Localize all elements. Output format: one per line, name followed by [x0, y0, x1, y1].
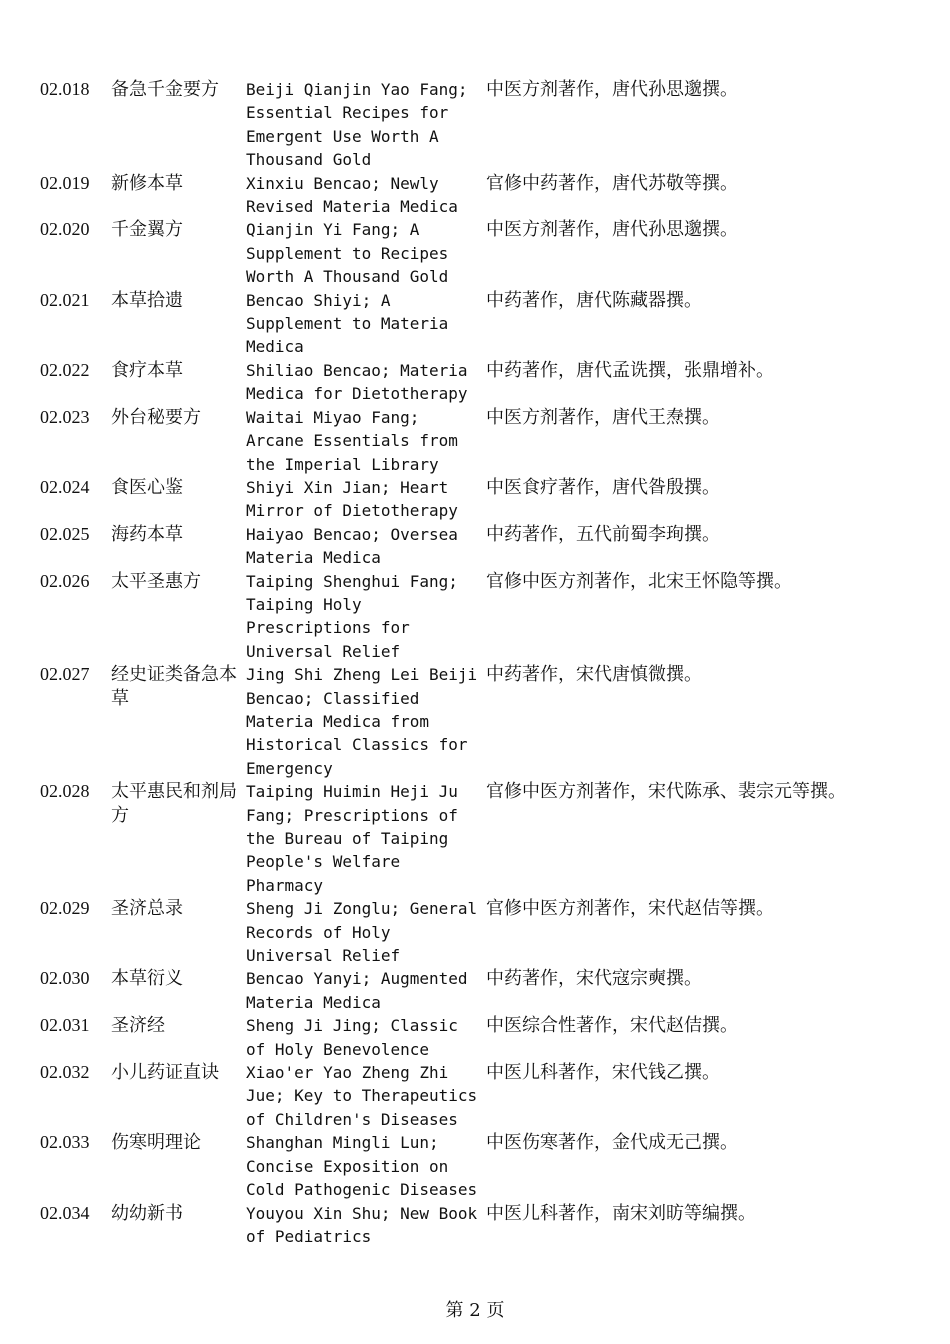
entry-description: 中医方剂著作，唐代孙思邈撰。: [486, 219, 738, 241]
table-row: [40, 218, 846, 288]
entry-english-term: Youyou Xin Shu; New Book of Pediatrics: [246, 1203, 478, 1246]
entry-description: 中药著作，五代前蜀李珣撰。: [486, 523, 720, 545]
entry-code: 02.029: [40, 898, 90, 919]
entry-code: 02.026: [40, 570, 90, 591]
entry-code: 02.032: [40, 1062, 90, 1083]
entry-description: 中药著作，宋代寇宗奭撰。: [486, 968, 702, 990]
table-row: [40, 780, 846, 897]
entry-english-term: Sheng Ji Zonglu; General Records of Holy Universal Relief: [246, 899, 478, 966]
entry-description: 中医综合性著作，宋代赵佶撰。: [486, 1015, 738, 1037]
entry-english-term: Bencao Shiyi; A Supplement to Materia Medica: [246, 290, 449, 357]
entry-description: 中医儿科著作，南宋刘昉等编撰。: [486, 1202, 756, 1224]
entry-chinese-term: 本草衍义: [111, 968, 183, 990]
table-row: [40, 523, 846, 570]
entry-chinese-term: 太平惠民和剂局方: [111, 781, 237, 826]
table-row: [40, 289, 846, 359]
table-row: [40, 1202, 846, 1249]
entry-code: 02.019: [40, 172, 90, 193]
entry-description: 中医方剂著作，唐代王焘撰。: [486, 406, 720, 428]
entry-chinese-term: 幼幼新书: [111, 1202, 183, 1224]
table-row: [40, 967, 846, 1014]
entry-code: 02.030: [40, 968, 90, 989]
table-row: [40, 663, 846, 780]
entry-code: 02.025: [40, 523, 90, 544]
entry-code: 02.027: [40, 664, 90, 685]
entry-description: 中医儿科著作，宋代钱乙撰。: [486, 1062, 720, 1084]
table-row: [40, 570, 846, 664]
entry-code: 02.018: [40, 79, 90, 99]
entry-chinese-term: 小儿药证直诀: [111, 1062, 219, 1084]
entry-english-term: Haiyao Bencao; Oversea Materia Medica: [246, 524, 458, 568]
table-row: [40, 1014, 846, 1061]
entry-chinese-term: 外台秘要方: [111, 406, 201, 428]
entry-english-term: Waitai Miyao Fang; Arcane Essentials from the Imperial Library: [246, 407, 458, 474]
entry-chinese-term: 备急千金要方: [111, 79, 219, 100]
entry-code: 02.024: [40, 476, 90, 497]
entry-chinese-term: 食医心鉴: [111, 476, 183, 498]
entry-description: 中药著作，宋代唐慎微撰。: [486, 664, 702, 686]
entry-description: 中医伤寒著作，金代成无己撰。: [486, 1132, 738, 1154]
entry-description: 官修中医方剂著作，宋代赵佶等撰。: [486, 898, 774, 920]
entry-english-term: Shiyi Xin Jian; Heart Mirror of Dietotherapy: [246, 477, 458, 521]
entry-english-term: Sheng Ji Jing; Classic of Holy Benevolence: [246, 1016, 458, 1059]
table-row: [40, 78, 846, 172]
table-row: [40, 1131, 846, 1201]
entry-english-term: Taiping Huimin Heji Ju Fang; Prescriptions of the Bureau of Taiping People's Welfare Pharmacy: [246, 782, 458, 895]
entry-english-term: Xinxiu Bencao; Newly Revised Materia Medica: [246, 173, 458, 217]
table-row: [40, 406, 846, 476]
entry-english-term: Xiao'er Yao Zheng Zhi Jue; Key to Therapeutics of Children's Diseases: [246, 1063, 478, 1129]
entry-code: 02.023: [40, 406, 90, 427]
entry-description: 中医食疗著作，唐代昝殷撰。: [486, 476, 720, 498]
entry-code: 02.020: [40, 219, 90, 240]
entry-description: 官修中医方剂著作，北宋王怀隐等撰。: [486, 570, 792, 592]
entry-description: 中医方剂著作，唐代孙思邈撰。: [486, 79, 738, 100]
entry-code: 02.033: [40, 1132, 90, 1153]
entry-description: 中药著作，唐代陈藏器撰。: [486, 289, 702, 311]
table-row: [40, 1061, 846, 1131]
table-row: [40, 897, 846, 967]
terms-table: [40, 78, 846, 1248]
table-row: [40, 359, 846, 406]
entry-english-term: Shiliao Bencao; Materia Medica for Dietotherapy: [246, 360, 468, 404]
entry-chinese-term: 海药本草: [111, 523, 183, 545]
entry-code: 02.022: [40, 359, 90, 380]
entry-chinese-term: 经史证类备急本草: [111, 664, 237, 709]
entry-chinese-term: 圣济总录: [111, 898, 183, 920]
entry-chinese-term: 千金翼方: [111, 219, 183, 241]
entry-chinese-term: 本草拾遗: [111, 289, 183, 311]
entry-english-term: Taiping Shenghui Fang; Taiping Holy Prescriptions for Universal Relief: [246, 571, 458, 661]
entry-code: 02.034: [40, 1202, 90, 1223]
entry-english-term: Qianjin Yi Fang; A Supplement to Recipes Worth A Thousand Gold: [246, 220, 449, 287]
entry-english-term: Bencao Yanyi; Augmented Materia Medica: [246, 969, 468, 1012]
entry-chinese-term: 圣济经: [111, 1015, 165, 1037]
entry-description: 官修中医方剂著作，宋代陈承、裴宗元等撰。: [486, 781, 846, 803]
entry-code: 02.031: [40, 1015, 90, 1036]
entry-chinese-term: 伤寒明理论: [111, 1132, 201, 1154]
entry-english-term: Shanghan Mingli Lun; Concise Exposition on Cold Pathogenic Diseases: [246, 1133, 478, 1200]
entry-description: 官修中药著作，唐代苏敬等撰。: [486, 172, 738, 194]
table-row: [40, 476, 846, 523]
entry-chinese-term: 新修本草: [111, 172, 183, 194]
entry-english-term: Jing Shi Zheng Lei Beiji Bencao; Classified Materia Medica from Historical Classics for Emergency: [246, 665, 478, 778]
entry-chinese-term: 食疗本草: [111, 359, 183, 381]
entry-english-term: Beiji Qianjin Yao Fang; Essential Recipes for Emergent Use Worth A Thousand Gold: [246, 80, 468, 170]
entry-chinese-term: 太平圣惠方: [111, 570, 201, 592]
table-row: [40, 172, 846, 219]
entry-code: 02.028: [40, 781, 90, 802]
page-number: 第 2 页: [445, 1300, 505, 1321]
terms-table-body: [40, 78, 846, 1248]
entry-code: 02.021: [40, 289, 90, 310]
entry-description: 中药著作，唐代孟诜撰，张鼎增补。: [486, 359, 774, 381]
